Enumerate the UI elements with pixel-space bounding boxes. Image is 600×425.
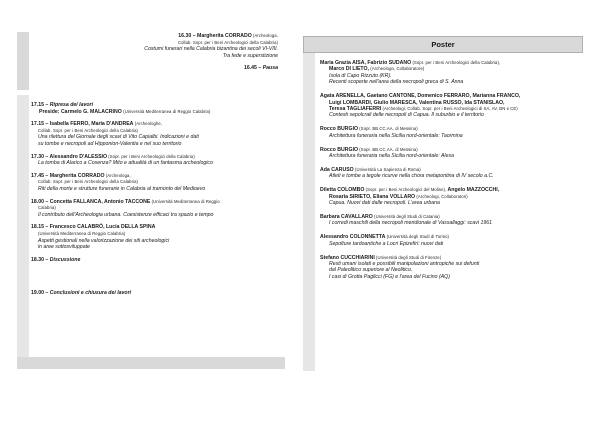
poster-entry [320,255,588,281]
poster-affil: (Università degli Studi di Firenze) [374,254,442,260]
program-entry [31,224,286,250]
poster-entry [320,214,588,227]
poster-title-line: Recenti scoperte nell'area della necropoli greca di S. Anna [329,79,464,86]
discussione-label: Discussione [49,256,81,263]
poster-title-line: Resti umani isolati e possibili manipolazioni antropiche sui defunti [329,260,480,267]
poster-affil: (Sopr. per i Beni Archeologici del Molise), [364,187,447,193]
conclusioni-time: 19.00 – [31,290,49,297]
poster-title-line: Architettura funeraria nella Sicilia nord-orientale: Taormina [329,132,463,139]
preside-line [31,109,286,116]
session-time: 16.30 – Margherita CORRADO [178,33,252,39]
poster-affil: (Sopr. BB.CC.AA. di Messina) [358,146,418,152]
poster-authors: Diletta COLOMBO [320,187,365,194]
entry-head-tail: (Università Mediterranea di Reggio [150,198,220,204]
poster-title-line: Capua. Nuovi dati dalle necropoli. L'area urbana [329,200,440,206]
poster-authors: Luigi LOMBARDI, Giulio MARESCA, Valentina RUSSO, Ida STANISLAO, [329,99,505,106]
pausa-label: Pausa [262,65,278,72]
preside-affil: (Università Mediterranea di Reggio Calabria) [123,108,211,114]
entry-title-line: Riti della morte e strutture funerarie in Calabria al tramonto del Medioevo [38,185,206,192]
entry-affil: Collab. Sopr. per i Beni Archeologici della Calabria) [38,127,139,133]
left-vertical-bar [17,95,29,357]
poster-authors: Angelo MAZZOCCHI, [446,187,500,194]
poster-entry [320,147,588,160]
entry-head-tail: (Sopr. per i Beni Archeologici della Calabria) [107,153,195,159]
program-entry [31,173,286,193]
ripresa-line [31,102,286,109]
entry-title-line: su tombe e necropoli ad Hipponion-Valentia e nel suo territorio [38,140,182,147]
entry-head: 18.00 – Concetta FALLANCA, Antonio TACCONE [31,198,151,205]
poster-affil: (Sopr. BB.CC.AA. di Messina) [358,126,418,132]
entry-head: 17.15 – Isabella FERRO, Maria D'ANDREA [31,121,134,128]
program-entry [31,121,286,147]
poster-title-line: Atleti e tombe a tegole ricurve nella chora metapontina di IV secolo a.C. [329,173,494,180]
poster-authors: Stefano CUCCHIARINI [320,254,375,261]
poster-title-line: Architettura funeraria nella Sicilia nord-orientale: Alesa [329,152,454,159]
preside-name: Carmelo G. MALACRINO [60,108,122,115]
poster-title-line: I corredi maschili della necropoli meridionale di Vassallaggi: scavi 1961 [329,220,493,227]
entry-title-line: in aree sottosviluppate [38,244,90,251]
poster-affil: (Università degli Studi di Torino) [385,234,450,240]
entry-head: 17.30 – Alessandro D'ALESSIO [31,153,108,160]
poster-entry [320,126,588,139]
preside-label: Preside: [39,108,60,115]
poster-authors: Maria Grazia AISA, Fabrizio SUDANO [320,60,412,66]
poster-title-line: I casi di Grotta Paglicci (FG) e l'area del Fucino (AQ) [329,273,450,280]
discussione-time: 18.30 – [31,256,49,263]
poster-authors: Teresa TAGLIAFERRI [329,105,382,112]
pausa-time: 16.45 – [243,65,262,72]
poster-authors: Marco DI LIETO, [329,66,369,73]
entry-title-line: Aspetti gestionali nella valorizzazione dei siti archeologici [38,237,170,244]
poster-affil: (Università La Sapienza di Roma) [353,166,421,172]
poster-authors: Agata ARENELLA, Gaetano CANTONE, Domenico FERRARO, Marianna FRANCO, [320,93,521,100]
poster-authors: Rocco BURGIO [320,146,359,153]
poster-authors: Rocco BURGIO [320,126,359,133]
session-affil: Collab. Sopr. per i Beni Archeologici della Calabria) [177,39,278,45]
poster-title-line: Isola di Capo Rizzuto (KR). [329,72,392,79]
session-role: (Archeologa, [251,33,278,38]
poster-affil: (Università degli Studi di Catania) [372,213,440,219]
poster-title-line: Sepolture tardoantiche a Locri Epizefiri: nuovi dati [329,240,444,247]
conclusioni-label: Conclusioni e chiusura dei lavori [49,290,132,297]
program-entry [31,199,286,219]
pausa-line [100,65,278,72]
poster-title: Poster [303,36,583,53]
left-main-column [31,102,286,297]
top-left-bar [17,32,29,90]
poster-column [320,60,588,288]
entry-head: 18.15 – Francesco CALABRÒ, Lucia DELLA SPINA [31,224,156,231]
left-bottom-bar [17,357,285,369]
poster-authors: Rosaria SIRIETO, Eliana VOLLARO [329,193,416,200]
left-top-block [100,33,278,72]
poster-affil: (Archeologi, Collab. Sopr. per i Beni Archeologici di SA, AV, BN e CE) [381,105,518,111]
poster-entry [320,167,588,180]
entry-head: 17.45 – Margherita CORRADO [31,172,105,179]
poster-affil: (Archeologi, Collaboratori) [415,193,468,199]
poster-entry [320,93,588,119]
right-vertical-bar [303,53,315,371]
entry-affil: Calabria) [38,205,56,211]
entry-title-line: La tomba di Alarico a Cosenza? Mito e attualità di un fantasma archeologico [38,160,213,167]
poster-entry [320,234,588,247]
poster-authors: Barbara CAVALLARO [320,213,373,220]
poster-title-line: Contesti sepolcrali delle necropoli di Capua. Il suburbio e il territorio [329,112,484,119]
entry-affil: (Università Mediterranea di Reggio Calabria) [38,230,126,236]
program-entry [31,154,286,167]
poster-title-line: dal Paleolitico superiore al Neolitico. [329,267,413,274]
poster-affil: (Archeologo, Collaboratore) [368,66,425,72]
poster-authors: Ada CARUSO [320,166,354,173]
conclusioni-line [31,290,286,297]
entry-head-tail: (Archeologhe, [133,121,163,127]
entry-head-tail: (Archeologa, [104,172,131,178]
ripresa-time: 17.15 – [31,102,49,108]
session-title-2: Tra fede e superstizione [222,52,278,59]
ripresa-label: Ripresa dei lavori [49,102,94,108]
discussione-line [31,257,286,264]
poster-entry [320,60,588,86]
entry-title-line: Il contributo dell'Archeologia urbana. Coesistenze efficaci tra spazio e tempo [38,211,214,218]
poster-affil: (Sopr. per i Beni Archeologici della Calabria), [411,60,501,65]
entry-title-line: Una rilettura del Giornale degli scavi di Vito Capialbi. Indicazioni e dati [38,134,199,141]
poster-entry [320,187,588,206]
session-time-line [100,33,278,40]
entry-affil: Collab. Sopr. per i Beni Archeologici della Calabria) [38,179,139,185]
session-title-1: Costumi funerari nella Calabria bizantina dei secoli VI-VIII. [144,46,278,53]
poster-authors: Alessandro COLONNETTA [320,234,386,241]
